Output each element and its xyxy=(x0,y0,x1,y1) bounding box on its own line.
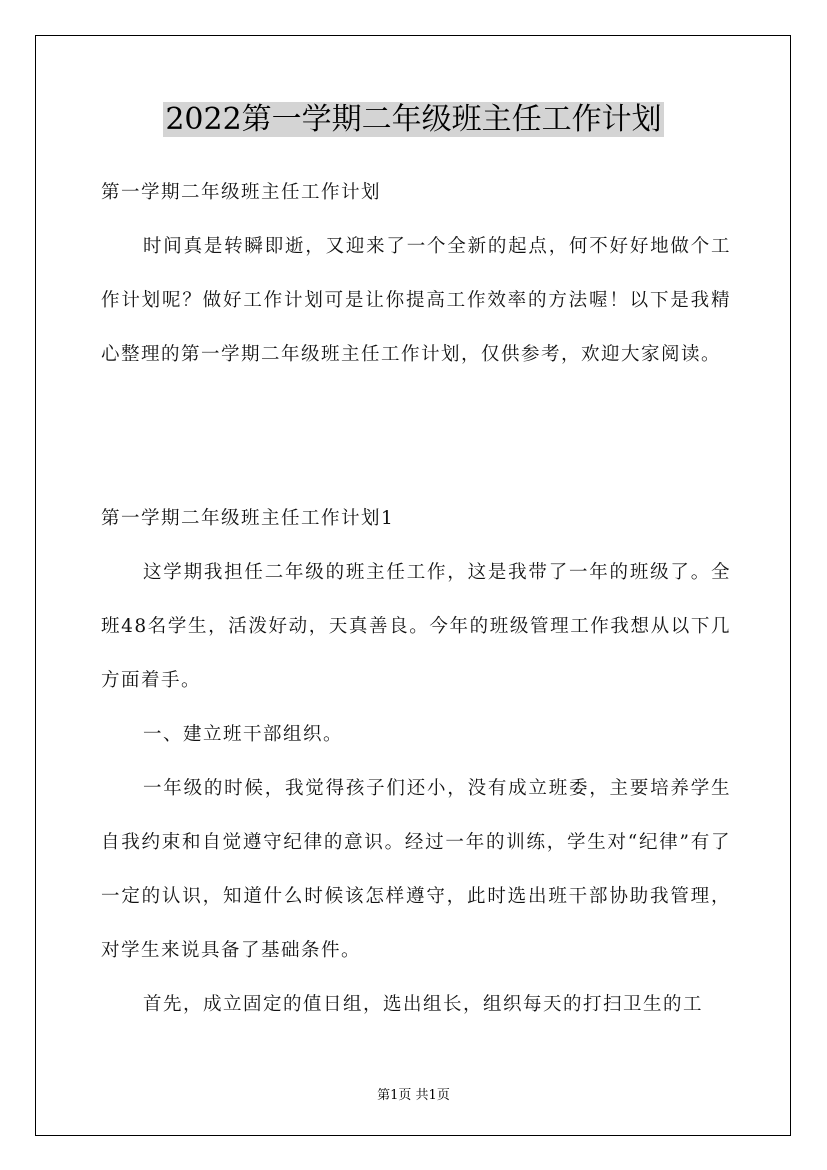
page-footer: 第1页 共1页 xyxy=(377,1088,450,1103)
document-title xyxy=(0,100,827,140)
list-item-heading: 一、建立班干部组织。 xyxy=(143,724,344,745)
subtitle: 第一学期二年级班主任工作计划 xyxy=(101,182,382,203)
body-paragraph: 这学期我担任二年级的班主任工作，这是我带了一年的班级了。全班48名学生，活泼好动，天真善良。今年的班级管理工作我想从以下几方面着手。 xyxy=(101,562,731,691)
body-paragraph: 首先，成立固定的值日组，选出组长，组织每天的打扫卫生的工 xyxy=(143,994,704,1015)
document-title-text: 2022第一学期二年级班主任工作计划 xyxy=(165,102,662,137)
body-paragraph: 一年级的时候，我觉得孩子们还小，没有成立班委，主要培养学生自我约束和自觉遵守纪律的意识。经过一年的训练，学生对“纪律”有了一定的认识，知道什么时候该怎样遵守，此时选出班干部协助我管理，对学生来说具备了基础条件。 xyxy=(101,778,731,961)
intro-paragraph: 时间真是转瞬即逝，又迎来了一个全新的起点，何不好好地做个工作计划呢？做好工作计划可是让你提高工作效率的方法喔！以下是我精心整理的第一学期二年级班主任工作计划，仅供参考，欢迎大家阅读。 xyxy=(101,236,731,365)
section-heading: 第一学期二年级班主任工作计划1 xyxy=(101,508,395,529)
